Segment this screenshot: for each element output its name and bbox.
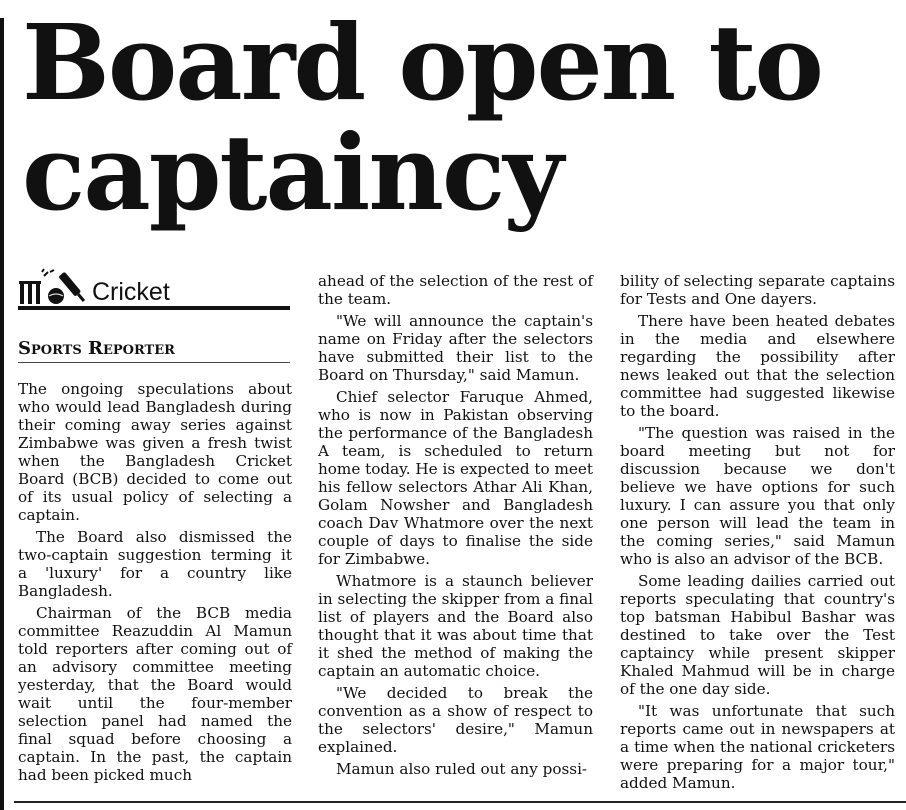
- paragraph: "We decided to break the convention as a show of respect to the selectors' desire," Mamun explained.: [318, 684, 593, 756]
- article-column-3: [620, 272, 895, 796]
- article-column-2: [318, 272, 593, 782]
- article-column-1: [18, 380, 292, 788]
- paragraph: Chief selector Faruque Ahmed, who is now in Pakistan observing the performance of the Bangladesh A team, is scheduled to return home today. He is expected to meet his fellow selectors Athar Ali Khan, Golam Nowsher and Bangladesh coach Dav Whatmore over the next couple of days to finalise the side for Zimbabwe.: [318, 388, 593, 568]
- paragraph: Whatmore is a staunch believer in selecting the skipper from a final list of players and the Board also thought that it was about time that it shed the method of making the captain an automatic choice.: [318, 572, 593, 680]
- section-rule: [18, 306, 290, 310]
- paragraph: The ongoing speculations about who would lead Bangladesh during their coming away series against Zimbabwe was given a fresh twist when the Bangladesh Cricket Board (BCB) decided to come out of its usual policy of selecting a captain.: [18, 380, 292, 524]
- cricket-bat-ball-stumps-icon: [18, 268, 88, 308]
- paragraph: "We will announce the captain's name on Friday after the selectors have submitted their list to the Board on Thursday," said Mamun.: [318, 312, 593, 384]
- bottom-rule: [14, 801, 906, 803]
- headline: Board open to captaincy: [22, 1, 822, 234]
- paragraph: "The question was raised in the board meeting but not for discussion because we don't believe we have options for such luxury. I can assure you that only one person will lead the team in the coming series," said Mamun who is also an advisor of the BCB.: [620, 424, 895, 568]
- section-label: Cricket: [92, 278, 170, 306]
- section-tag: [18, 268, 290, 312]
- paragraph: Some leading dailies carried out reports speculating that country's top batsman Habibul Bashar was destined to take over the Test captaincy while present skipper Khaled Mahmud will be in charge of the one day side.: [620, 572, 895, 698]
- byline: [18, 338, 290, 359]
- byline-text: Sports Reporter: [18, 338, 175, 359]
- byline-rule: [18, 362, 290, 363]
- paragraph: Mamun also ruled out any possi-: [336, 760, 588, 778]
- paragraph: The Board also dismissed the two-captain suggestion terming it a 'luxury' for a country like Bangladesh.: [18, 528, 292, 600]
- paragraph: "It was unfortunate that such reports came out in newspapers at a time when the national cricketers were preparing for a major tour," added Mamun.: [620, 702, 895, 792]
- left-column-rule: [0, 18, 4, 810]
- paragraph: bility of selecting separate captains for Tests and One dayers.: [620, 272, 895, 308]
- paragraph: ahead of the selection of the rest of the team.: [318, 272, 593, 308]
- paragraph: There have been heated debates in the media and elsewhere regarding the possibility after news leaked out that the selection committee had suggested likewise to the board.: [620, 312, 895, 420]
- paragraph: Chairman of the BCB media committee Reazuddin Al Mamun told reporters after coming out of an advisory committee meeting yesterday, that the Board would wait until the four-member selection panel had named the final squad before choosing a captain. In the past, the captain had been picked much: [18, 604, 292, 784]
